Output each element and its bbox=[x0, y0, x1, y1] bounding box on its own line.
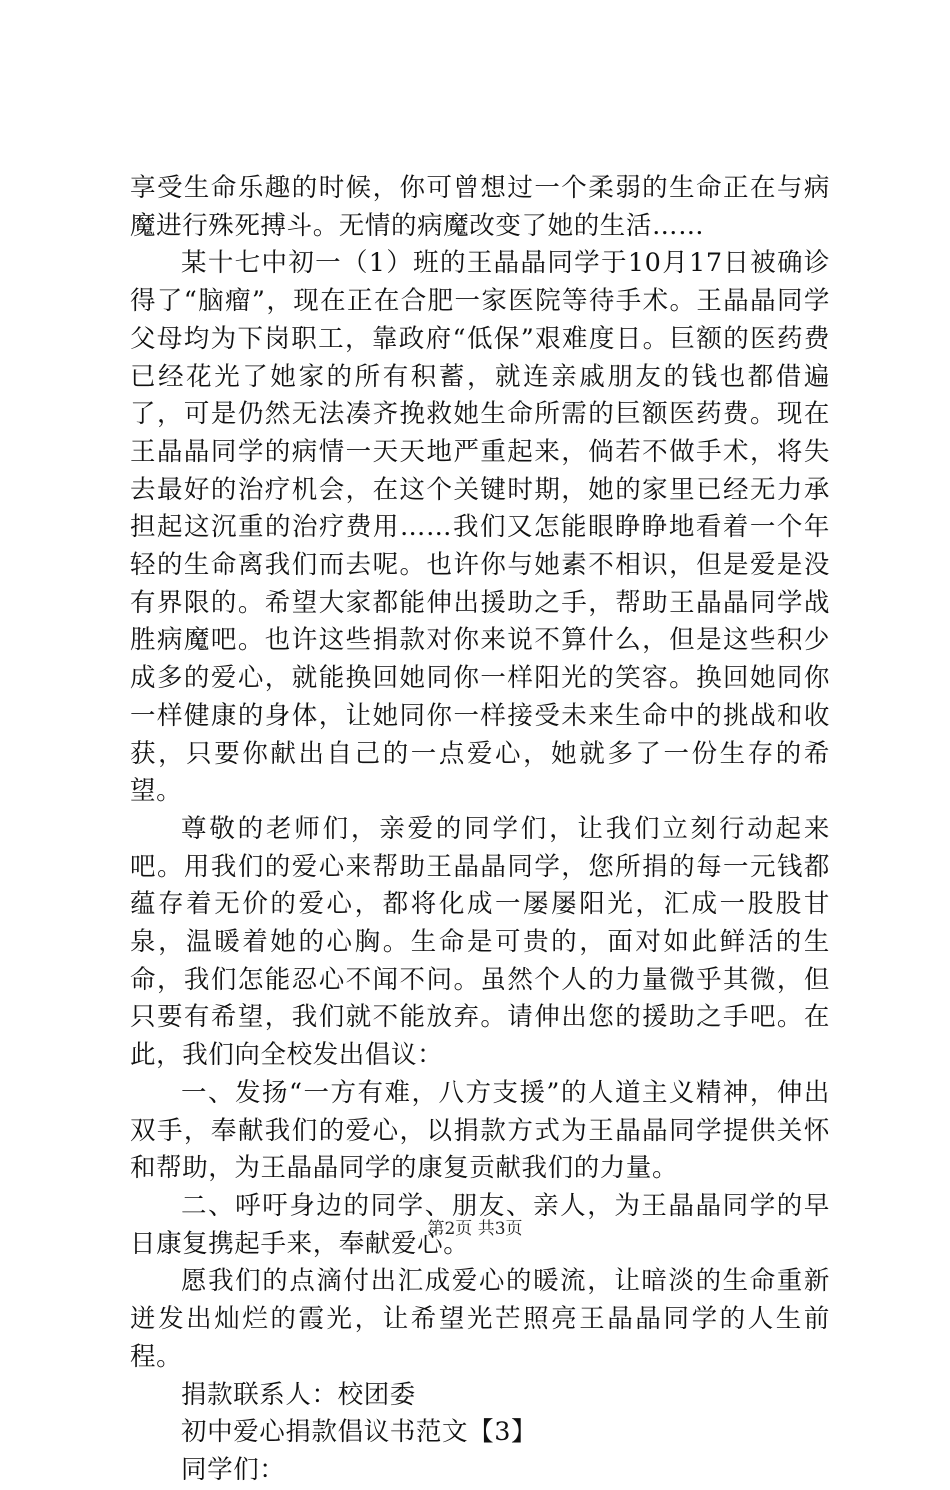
paragraph-proposal-two: 二、呼吁身边的同学、朋友、亲人，为王晶晶同学的早日康复携起手来，奉献爱心。 bbox=[130, 1190, 830, 1259]
page-indicator: 第2页 共3页 bbox=[427, 1219, 523, 1239]
paragraph-closing-wish: 愿我们的点滴付出汇成爱心的暖流，让暗淡的生命重新迸发出灿烂的霞光，让希望光芒照亮王晶晶同学的人生前程。 bbox=[130, 1266, 830, 1372]
salutation: 同学们： bbox=[181, 1454, 286, 1485]
paragraph-appeal: 尊敬的老师们，亲爱的同学们，让我们立刻行动起来吧。用我们的爱心来帮助王晶晶同学，您所捐的每一元钱都蕴存着无价的爱心，都将化成一屡屡阳光，汇成一股股甘泉，温暖着她的心胸。生命是可贵的，面对如此鲜活的生命，我们怎能忍心不闻不问。虽然个人的力量微乎其微，但只要有希望，我们就不能放弃。请伸出您的援助之手吧。在此，我们向全校发出倡议： bbox=[130, 813, 830, 1071]
paragraph-opening: 享受生命乐趣的时候，你可曾想过一个柔弱的生命正在与病魔进行殊死搏斗。无情的病魔改变了她的生活…… bbox=[130, 173, 830, 241]
section-title: 初中爱心捐款倡议书范文【3】 bbox=[181, 1417, 538, 1448]
paragraph-patient-story: 某十七中初一（1）班的王晶晶同学于10月17日被确诊得了“脑瘤”，现在正在合肥一家医院等待手术。王晶晶同学父母均为下岗职工，靠政府“低保”艰难度日。巨额的医药费已经花光了她家的所有积蓄，就连亲戚朋友的钱也都借遍了，可是仍然无法凑齐挽救她生命所需的巨额医药费。现在王晶晶同学的病情一天天地严重起来，倘若不做手术，将失去最好的治疗机会，在这个关键时期，她的家里已经无力承担起这沉重的治疗费用……我们又怎能眼睁睁地看着一个年轻的生命离我们而去呢。也许你与她素不相识，但是爱是没有界限的。希望大家都能伸出援助之手，帮助王晶晶同学战胜病魔吧。也许这些捐款对你来说不算什么，但是这些积少成多的爱心，就能换回她同你一样阳光的笑容。换回她同你一样健康的身体，让她同你一样接受未来生命中的挑战和收获，只要你献出自己的一点爱心，她就多了一份生存的希望。 bbox=[130, 248, 830, 807]
document-body bbox=[130, 170, 830, 1490]
paragraph-proposal-one: 一、发扬“一方有难，八方支援”的人道主义精神，伸出双手，奉献我们的爱心，以捐款方式为王晶晶同学提供关怀和帮助，为王晶晶同学的康复贡献我们的力量。 bbox=[130, 1077, 830, 1184]
contact-line: 捐款联系人：校团委 bbox=[181, 1379, 416, 1410]
